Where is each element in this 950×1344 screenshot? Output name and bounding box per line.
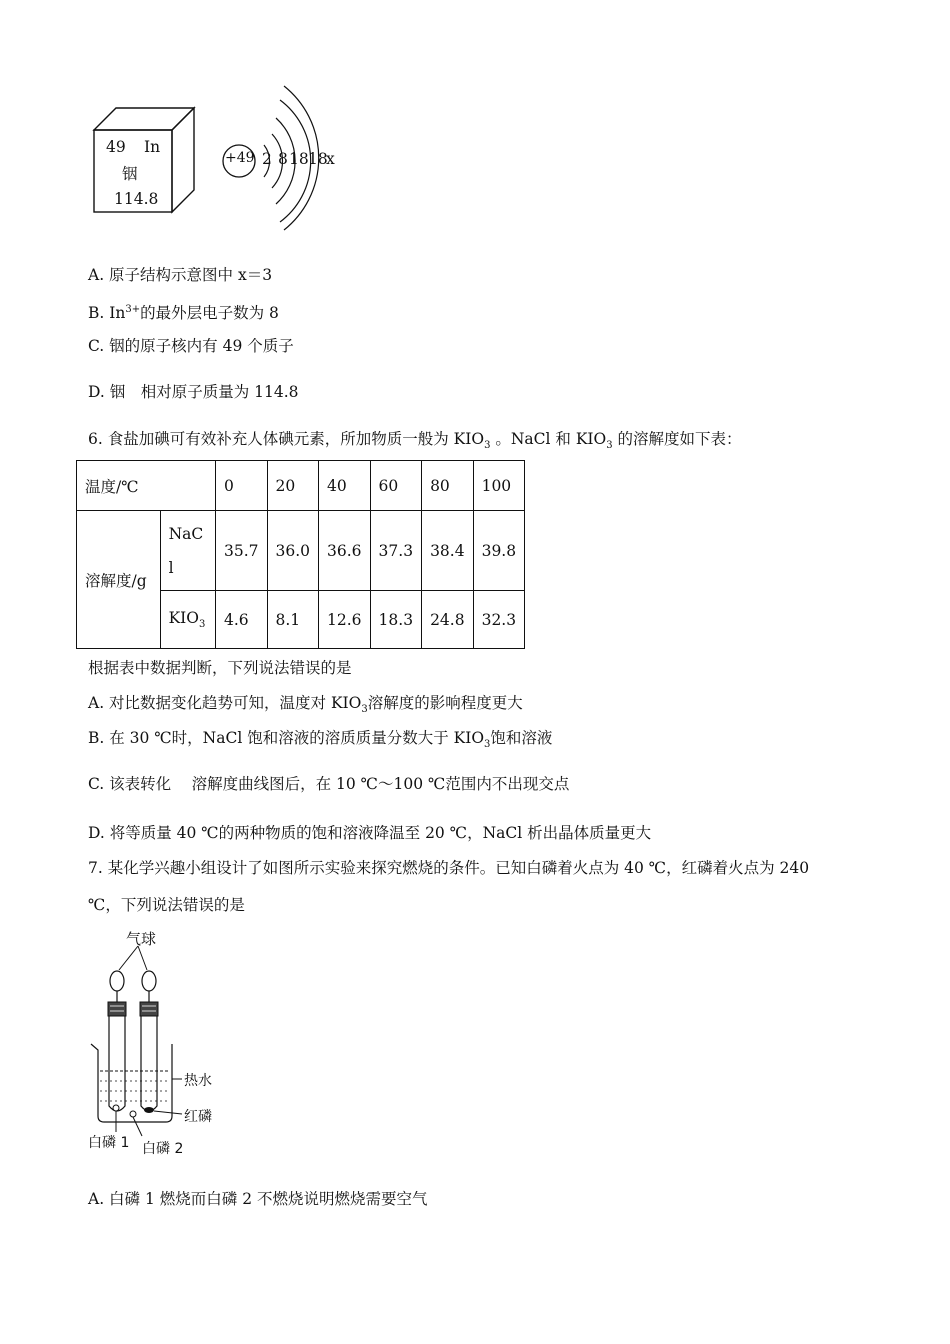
table-cell-kio3: 18.3 — [370, 591, 422, 649]
q6-stem-part1: 6. 食盐加碘可有效补充人体碘元素，所加物质一般为 KIO — [88, 430, 485, 448]
combustion-experiment-figure — [86, 926, 236, 1158]
table-cell-nacl: 37.3 — [370, 511, 422, 591]
table-cell-nacl: 36.0 — [267, 511, 319, 591]
nacl-label-line2: l — [168, 558, 174, 577]
q7-stem-line1: 7. 某化学兴趣小组设计了如图所示实验来探究燃烧的条件。已知白磷着火点为 40 ℃，红磷着火点为 240 — [88, 859, 810, 877]
element-number: 49 — [106, 138, 126, 156]
table-cell-kio3: 8.1 — [267, 591, 319, 649]
q6-stem-part3: 的溶解度如下表： — [612, 430, 742, 448]
kio3-label: KIO — [168, 608, 200, 627]
q6-option-a — [88, 692, 523, 721]
label-hot-water: 热水 — [184, 1073, 212, 1089]
shell-3-count: 18 — [289, 150, 309, 168]
q6-stem — [88, 428, 742, 457]
table-cell-temp: 60 — [370, 461, 422, 511]
element-name: 铟 — [122, 165, 138, 183]
table-cell-temp: 40 — [319, 461, 371, 511]
shell-1-count: 2 — [262, 150, 272, 168]
table-cell-temp: 0 — [216, 461, 268, 511]
q6-option-d: D. 将等质量 40 ℃的两种物质的饱和溶液降温至 20 ℃，NaCl 析出晶体质量更大 — [88, 824, 652, 842]
shell-2-count: 8 — [278, 150, 288, 168]
table-row-nacl — [77, 511, 525, 591]
element-mass: 114.8 — [114, 190, 159, 208]
table-cell-nacl: 39.8 — [473, 511, 525, 591]
table-header-temperature: 温度/℃ — [77, 461, 216, 511]
table-header-solubility: 溶解度/g — [77, 511, 161, 649]
label-white-phosphorus-1: 白磷 1 — [88, 1135, 130, 1151]
q6-stem-part2: 。NaCl 和 KIO — [490, 430, 607, 448]
nacl-label-line1: NaC — [168, 524, 204, 543]
shell-4-count: 18 — [308, 150, 328, 168]
element-card-figure — [90, 84, 210, 216]
q6-option-a-suffix: 溶解度的影响程度更大 — [367, 694, 523, 712]
q6-option-b — [88, 727, 552, 756]
table-cell-kio3: 4.6 — [216, 591, 268, 649]
q7-option-a: A. 白磷 1 燃烧而白磷 2 不燃烧说明燃烧需要空气 — [88, 1190, 428, 1208]
q5-option-c: C. 铟的原子核内有 49 个质子 — [88, 337, 294, 355]
label-balloon: 气球 — [126, 930, 157, 948]
q5-option-b — [88, 299, 279, 324]
q6-option-a-prefix: A. 对比数据变化趋势可知，温度对 KIO — [88, 694, 362, 712]
atom-structure-diagram — [220, 84, 350, 232]
q6-stem-sub1: 3 — [484, 440, 491, 452]
kio3-label-sub: 3 — [199, 619, 206, 631]
experiment-apparatus — [86, 926, 236, 1158]
q7-stem-line2: ℃，下列说法错误的是 — [88, 896, 245, 914]
q6-option-b-prefix: B. 在 30 ℃时，NaCl 饱和溶液的溶质质量分数大于 KIO — [88, 729, 485, 747]
q5-option-a: A. 原子结构示意图中 x＝3 — [88, 266, 273, 284]
label-white-phosphorus-2: 白磷 2 — [142, 1141, 184, 1157]
table-cell-temp: 100 — [473, 461, 525, 511]
element-symbol: In — [144, 138, 161, 156]
nucleus-charge: +49 — [225, 150, 255, 166]
q6-option-b-suffix: 饱和溶液 — [490, 729, 553, 747]
table-cell-nacl: 38.4 — [422, 511, 474, 591]
shell-5-count: x — [326, 150, 335, 168]
q6-prompt: 根据表中数据判断，下列说法错误的是 — [88, 659, 352, 677]
table-cell-kio3: 24.8 — [422, 591, 474, 649]
q6-option-c: C. 该表转化 溶解度曲线图后，在 10 ℃～100 ℃范围内不出现交点 — [88, 775, 570, 793]
q6-stem-sub2: 3 — [606, 440, 613, 452]
table-cell-temp: 20 — [267, 461, 319, 511]
table-cell-kio3: 12.6 — [319, 591, 371, 649]
q5-option-d: D. 铟 相对原子质量为 114.8 — [88, 383, 299, 401]
q5-option-b-suffix: 的最外层电子数为 8 — [140, 304, 279, 323]
table-cell-kio3: 32.3 — [473, 591, 525, 649]
table-cell-temp: 80 — [422, 461, 474, 511]
label-red-phosphorus: 红磷 — [184, 1109, 212, 1125]
table-cell-nacl: 35.7 — [216, 511, 268, 591]
q6-option-b-sub: 3 — [484, 739, 491, 751]
q6-option-a-sub: 3 — [361, 704, 368, 716]
table-label-nacl — [160, 511, 215, 591]
solubility-table — [76, 460, 525, 649]
q5-option-b-prefix: B. In — [88, 304, 126, 323]
table-cell-nacl: 36.6 — [319, 511, 371, 591]
table-label-kio3 — [160, 591, 215, 649]
table-row-temperature — [77, 461, 525, 511]
q5-option-b-sup: 3+ — [125, 304, 141, 315]
